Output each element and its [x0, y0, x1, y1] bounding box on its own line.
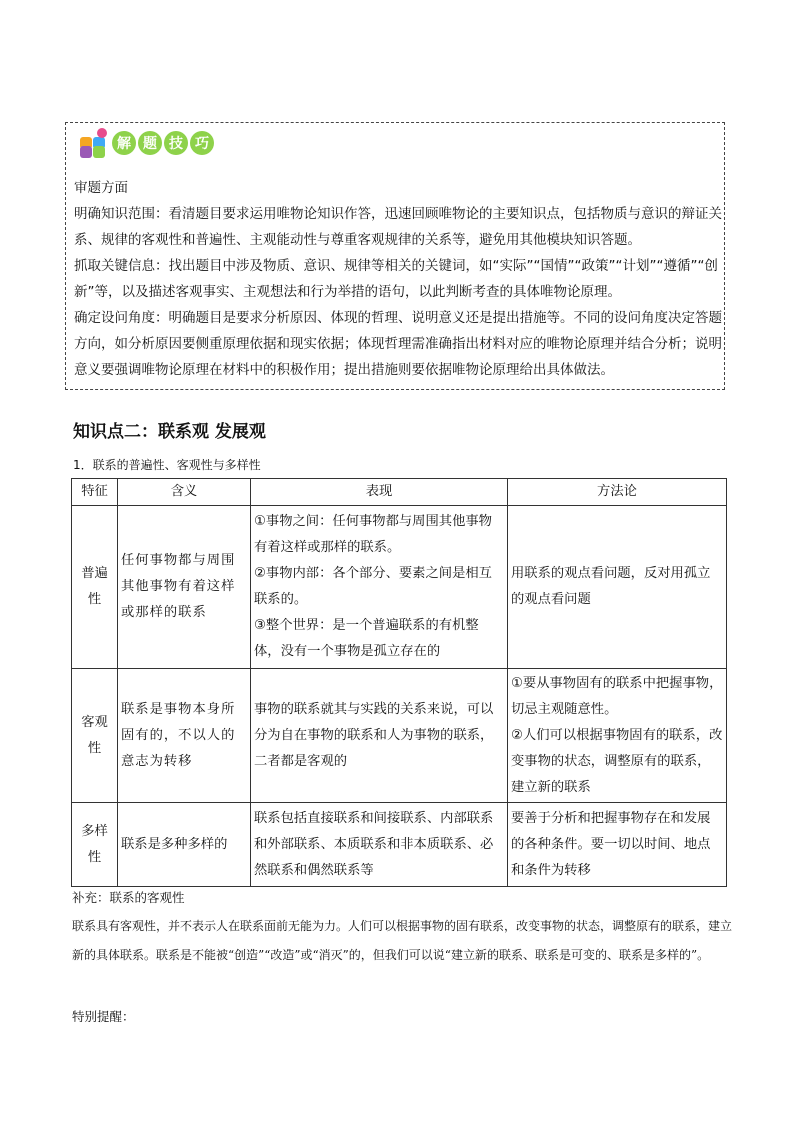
cell-method	[508, 506, 727, 669]
method-item: 要善于分析和把握事物存在和发展的各种条件。要一切以时间、地点和条件为转移	[511, 810, 711, 878]
cell-method	[508, 669, 727, 803]
performance-item: ①事物之间：任何事物都与周围其他事物有着这样或那样的联系。	[254, 514, 492, 555]
sub-title: 1．联系的普遍性、客观性与多样性	[73, 458, 261, 472]
badge-char: 巧	[190, 131, 214, 155]
cell-meaning: 任何事物都与周围其他事物有着这样或那样的联系	[118, 506, 251, 669]
badge-char: 题	[138, 131, 162, 155]
special-notice: 特别提醒：	[72, 1009, 135, 1024]
cell-meaning: 联系是事物本身所固有的，不以人的意志为转移	[118, 669, 251, 803]
performance-item: 联系包括直接联系和间接联系、内部联系和外部联系、本质联系和非本质联系、必然联系和偶然联系等	[254, 810, 494, 878]
table-row	[72, 669, 727, 803]
header-feature: 特征	[72, 479, 118, 506]
method-item: 用联系的观点看问题，反对用孤立的观点看问题	[511, 566, 711, 607]
cell-performance	[251, 506, 508, 669]
tips-badge	[80, 128, 216, 158]
table-row	[72, 506, 727, 669]
cell-performance	[251, 803, 508, 887]
cell-feature: 多样性	[72, 803, 118, 887]
tips-text	[74, 175, 722, 383]
cell-method	[508, 803, 727, 887]
table-header-row	[72, 479, 727, 506]
performance-item: ③整个世界：是一个普遍联系的有机整体，没有一个事物是孤立存在的	[254, 618, 479, 659]
header-performance: 表现	[251, 479, 508, 506]
method-item: ②人们可以根据事物固有的联系，改变事物的状态，调整原有的联系，建立新的联系	[511, 727, 723, 795]
puzzle-icon	[80, 128, 108, 158]
tips-paragraph: 抓取关键信息：找出题目中涉及物质、意识、规律等相关的关键词，如“实际”“国情”“政策”“计划”“遵循”“创新”等，以及描述客观事实、主观想法和行为举措的语句，以此判断考查的具体唯物论原理。	[74, 258, 718, 300]
tips-paragraph: 明确知识范围：看清题目要求运用唯物论知识作答，迅速回顾唯物论的主要知识点，包括物质与意识的辩证关系、规律的客观性和普遍性、主观能动性与尊重客观规律的关系等，避免用其他模块知识答题。	[74, 206, 722, 248]
performance-item: ②事物内部：各个部分、要素之间是相互联系的。	[254, 566, 492, 607]
supplement-title: 补充：联系的客观性	[72, 890, 185, 905]
badge-char: 解	[112, 131, 136, 155]
tips-paragraph: 确定设问角度：明确题目是要求分析原因、体现的哲理、说明意义还是提出措施等。不同的设问角度决定答题方向，如分析原因要侧重原理依据和现实依据；体现哲理需准确指出材料对应的唯物论原理并结合分析；说明意义要强调唯物论原理在材料中的积极作用；提出措施则要依据唯物论原理给出具体做法。	[74, 310, 722, 378]
section-title: 知识点二：联系观 发展观	[73, 422, 266, 442]
header-meaning: 含义	[118, 479, 251, 506]
header-method: 方法论	[508, 479, 727, 506]
cell-meaning: 联系是多种多样的	[118, 803, 251, 887]
table-row	[72, 803, 727, 887]
tips-heading: 审题方面	[74, 180, 128, 196]
performance-item: 事物的联系就其与实践的关系来说，可以分为自在事物的联系和人为事物的联系，二者都是客观的	[254, 701, 494, 769]
cell-feature: 客观性	[72, 669, 118, 803]
connection-table	[71, 478, 727, 887]
method-item: ①要从事物固有的联系中把握事物，切忌主观随意性。	[511, 675, 723, 717]
supplement-body: 联系具有客观性，并不表示人在联系面前无能为力。人们可以根据事物的固有联系，改变事物的状态，调整原有的联系，建立新的具体联系。联系是不能被“创造”“改造”或“消灭”的，但我们可以说“建立新的联系、联系是可变的、联系是多样的”。	[72, 919, 733, 962]
cell-feature: 普遍性	[72, 506, 118, 669]
cell-performance	[251, 669, 508, 803]
badge-char: 技	[164, 131, 188, 155]
